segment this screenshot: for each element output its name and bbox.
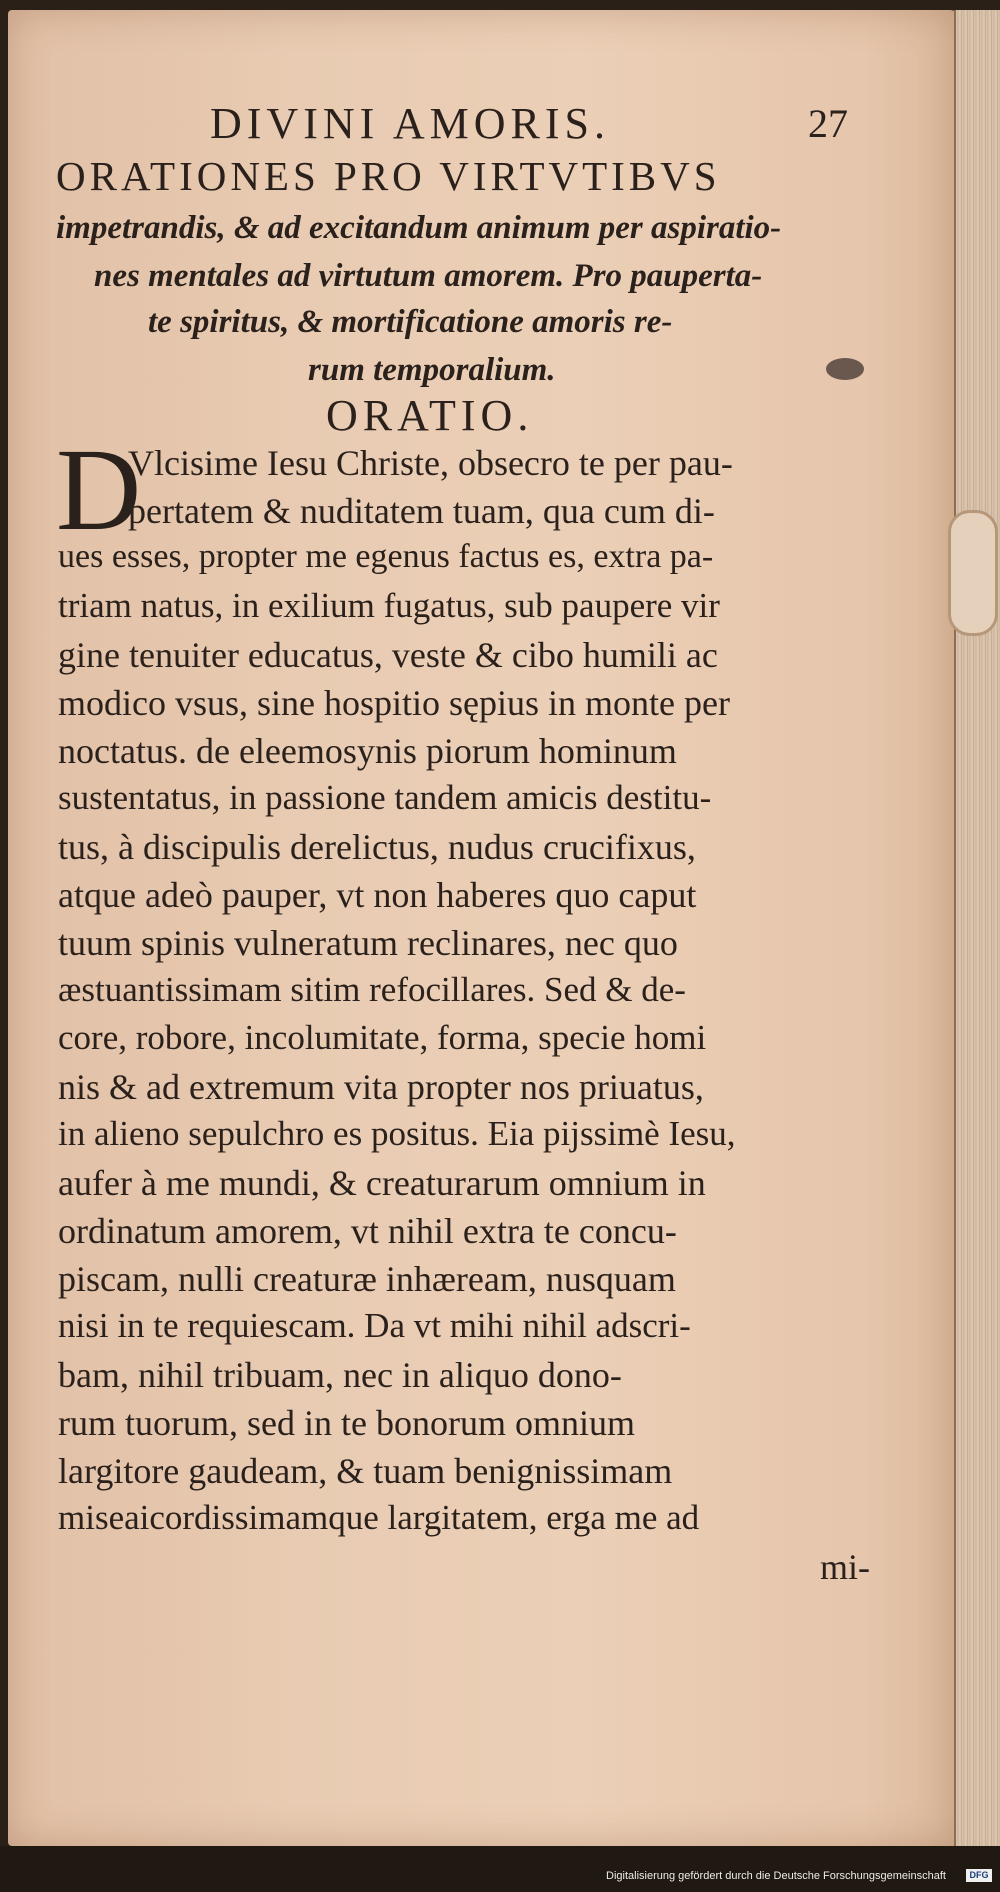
body-line: triam natus, in exilium fugatus, sub paupere vir — [58, 586, 720, 625]
body-line: atque adeò pauper, vt non haberes quo caput — [58, 875, 697, 915]
body-line: æstuantissimam sitim refocillares. Sed & de- — [58, 970, 686, 1009]
body-line: miseaicordissimamque largitatem, erga me ad — [58, 1498, 700, 1537]
body-line: gine tenuiter educatus, veste & cibo humili ac — [58, 635, 718, 675]
body-line: nisi in te requiescam. Da vt mihi nihil adscri- — [58, 1306, 691, 1345]
drop-cap: D — [56, 424, 142, 555]
section-title: ORATIONES PRO VIRTVTIBVS — [56, 153, 721, 199]
body-line: Vlcisime Iesu Christe, obsecro te per pau- — [128, 443, 733, 483]
oratio-heading: ORATIO. — [326, 391, 534, 440]
body-line: core, robore, incolumitate, forma, specie homi — [58, 1018, 707, 1057]
body-line: largitore gaudeam, & tuam benignissimam — [58, 1451, 673, 1491]
subtitle-line: impetrandis, & ad excitandum animum per aspiratio- — [56, 210, 782, 246]
subtitle-line: nes mentales ad virtutum amorem. Pro pauperta- — [94, 258, 763, 294]
footer-strip — [0, 1846, 1000, 1892]
ink-blot — [826, 358, 864, 380]
page-edges — [954, 10, 1000, 1846]
clasp-mark — [948, 510, 998, 636]
body-line: in alieno sepulchro es positus. Eia pijssimè Iesu, — [58, 1114, 736, 1153]
body-line: nis & ad extremum vita propter nos priuatus, — [58, 1067, 704, 1107]
body-line: rum tuorum, sed in te bonorum omnium — [58, 1403, 635, 1443]
body-line: modico vsus, sine hospitio sępius in monte per — [58, 683, 730, 723]
body-line: piscam, nulli creaturæ inhæream, nusquam — [58, 1259, 676, 1299]
running-head: DIVINI AMORIS. — [210, 99, 610, 148]
body-line: ordinatum amorem, vt nihil extra te concu- — [58, 1211, 677, 1251]
digitization-credit: Digitalisierung gefördert durch die Deutsche Forschungsgemeinschaft — [606, 1870, 946, 1882]
body-line: noctatus. de eleemosynis piorum hominum — [58, 731, 677, 771]
catchword: mi- — [820, 1547, 870, 1587]
body-line: pertatem & nuditatem tuam, qua cum di- — [128, 491, 715, 531]
dfg-logo: DFG — [966, 1869, 992, 1882]
body-line: tus, à discipulis derelictus, nudus crucifixus, — [58, 827, 696, 867]
body-line: ues esses, propter me egenus factus es, extra pa- — [58, 538, 714, 575]
subtitle-line: rum temporalium. — [308, 352, 556, 388]
body-line: tuum spinis vulneratum reclinares, nec quo — [58, 923, 678, 963]
page-number: 27 — [808, 101, 848, 146]
body-line: sustentatus, in passione tandem amicis destitu- — [58, 778, 712, 817]
subtitle-line: te spiritus, & mortificatione amoris re- — [148, 304, 673, 340]
body-line: aufer à me mundi, & creaturarum omnium in — [58, 1163, 706, 1203]
body-line: bam, nihil tribuam, nec in aliquo dono- — [58, 1355, 622, 1395]
